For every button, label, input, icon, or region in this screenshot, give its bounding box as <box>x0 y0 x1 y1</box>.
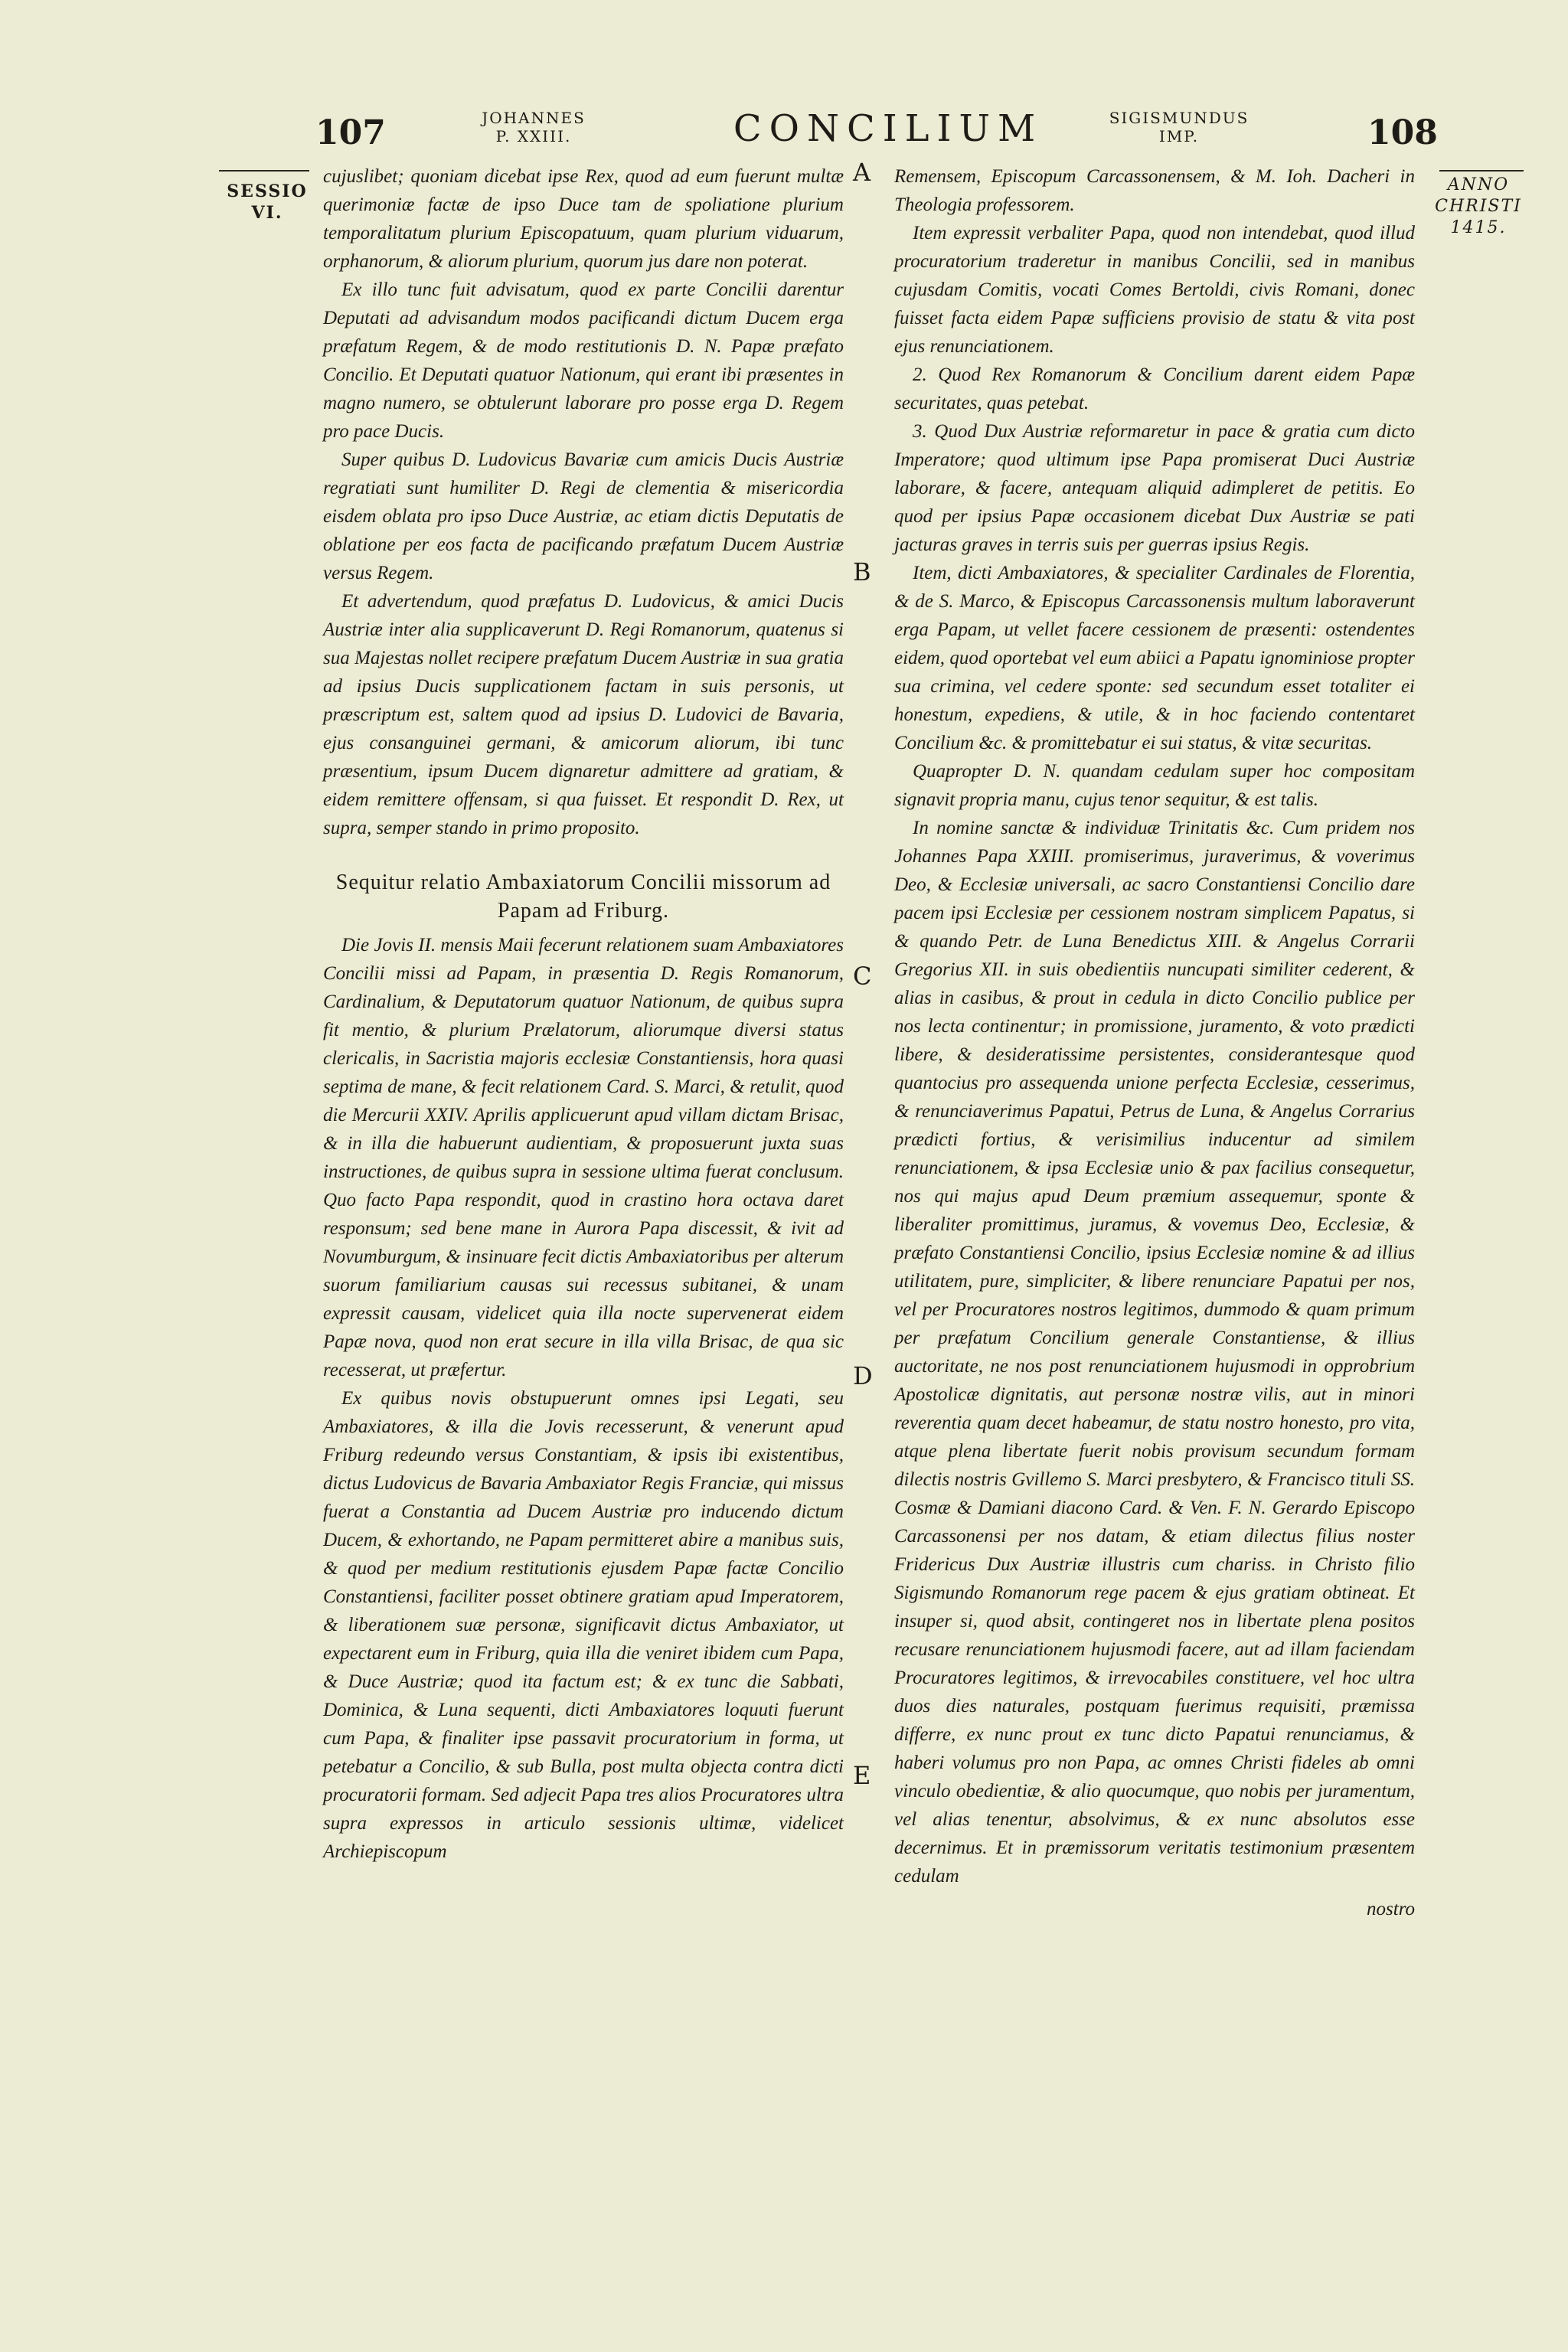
header-title: CONCILIUM <box>733 107 1044 150</box>
header-emperor <box>1102 109 1256 145</box>
margin-rule-left <box>219 170 309 172</box>
paragraph: Item expressit verbaliter Papa, quod non intendebat, quod illud procuratorium traderetur in manibus Concilii, sed in manibus cujusdam Comitis, vocati Comes Bertoldi, civis Romani, donec fuisset facta eidem Papæ sufficiens provisio de statu & vita post ejus renunciationem. <box>894 223 1415 357</box>
paragraph: Die Jovis II. mensis Maii fecerunt relationem suam Ambaxiatores Concilii missi ad Papam, in præsentia D. Regis Romanorum, Cardinalium, & Deputatorum quatuor Nationum, de quibus supra fit mentio, & plurium Prælatorum, aliorumque diversi status clericalis, in Sacristia majoris ecclesiæ Constantiensis, hora quasi septima de mane, & fecit relationem Card. S. Marci, & retulit, quod die Mercurii XXIV. Aprilis applicuerunt apud villam dictam Brisac, & in illa die habuerunt audientiam, & proposuerunt juxta suas instructiones, de quibus supra in sessione ultima fuerat conclusum. Quo facto Papa respondit, quod in crastino hora octava daret responsum; sed bene mane in Aurora Papa discessit, & ivit ad Novumburgum, & insinuare fecit dictis Ambaxiatoribus per alterum suorum familiarium causas sui recessus subitanei, & unam expressit causam, videlicet quia illa nocte supervenerat eidem Papæ nova, quod non erat secure in illa villa Brisac, de qua sic recesserat, ut præfertur. <box>323 935 844 1380</box>
paragraph: Ex illo tunc fuit advisatum, quod ex parte Concilii darentur Deputati ad advisandum modos pacificandi dictum Ducem erga præfatum Regem, & de modo restitutionis D. N. Papæ præfato Concilio. Et Deputati quatuor Nationum, qui erant ibi præsentes in magno numero, se obtulerunt laborare pro posse erga D. Regem pro pace Ducis. <box>323 279 844 442</box>
section-letter-a: A <box>853 158 871 187</box>
margin-anno: ANNO <box>1447 175 1510 194</box>
paragraph: Remensem, Episcopum Carcassonensem, & M. Ioh. Dacheri in Theologia professorem. <box>894 166 1415 215</box>
header-emperor-name: SIGISMUNDUS <box>1109 109 1250 127</box>
header-pope <box>469 109 599 145</box>
section-letter-d: D <box>853 1361 873 1390</box>
page-number-right: 108 <box>1367 113 1438 152</box>
margin-session-label: SESSIO <box>227 181 308 201</box>
paragraph: Super quibus D. Ludovicus Bavariæ cum amicis Ducis Austriæ regratiati sunt humiliter D. Regi de clementia & misericordia eisdem oblata pro ipso Duce Austriæ, ac etiam dictis Deputatis de oblatione per eos facta de pacificando præfatum Ducem Austriæ versus Regem. <box>323 449 844 583</box>
section-letter-c: C <box>853 962 872 991</box>
margin-year <box>1430 175 1527 239</box>
section-letter-e: E <box>853 1761 871 1790</box>
page-number-left: 107 <box>315 113 386 152</box>
margin-rule-right <box>1439 170 1524 172</box>
header-pope-title: P. XXIII. <box>495 127 572 145</box>
margin-christi: CHRISTI <box>1435 197 1522 216</box>
section-heading: Sequitur relatio Ambaxiatorum Concilii missorum ad Papam ad Friburg. <box>335 871 831 923</box>
margin-session <box>217 181 317 224</box>
left-column <box>323 162 844 1866</box>
catchword: nostro <box>1367 1899 1415 1919</box>
section-letter-b: B <box>853 557 871 586</box>
header-emperor-title: IMP. <box>1158 127 1200 145</box>
paragraph: 2. Quod Rex Romanorum & Concilium darent eidem Papæ securitates, quas petebat. <box>894 364 1415 413</box>
paragraph: cujuslibet; quoniam dicebat ipse Rex, quod ad eum fuerunt multæ querimoniæ factæ de ipso Duce tam de spoliatione plurium temporalitatum plurium Episcopatuum, quam plurium viduarum, orphanorum, & aliorum plurium, quorum jus dare non poterat. <box>323 166 844 272</box>
paragraph: Item, dicti Ambaxiatores, & specialiter Cardinales de Florentia, & de S. Marco, & Episcopus Carcassonensis multum laboraverunt erga Papam, ut vellet facere cessionem de præsenti: ostendentes eidem, quod oportebat vel eum abiici a Papatu ignominiose propter sua crimina, vel cedere sponte: sed secundum esset totaliter ei honestum, expediens, & utile, & in hoc faciendo contentaret Concilium &c. & promittebatur ei sui status, & vitæ securitas. <box>894 563 1415 753</box>
paragraph: Quapropter D. N. quandam cedulam super hoc compositam signavit propria manu, cujus tenor sequitur, & est talis. <box>894 761 1415 810</box>
header-pope-name: JOHANNES <box>482 109 586 127</box>
margin-year-number: 1415. <box>1450 218 1507 237</box>
paragraph: In nomine sanctæ & individuæ Trinitatis &c. Cum pridem nos Johannes Papa XXIII. promiserimus, juraverimus, & voverimus Deo, & Ecclesiæ universali, ac sacro Constantiensi Concilio dare pacem ipsi Ecclesiæ per cessionem nostram simplicem Papatus, si & quando Petr. de Luna Benedictus XIII. & Angelus Corrarii Gregorius XII. in suis obedientiis nuncupati similiter cederent, & alias in casibus, & prout in cedula in dicto Concilio publice per nos lecta continentur; in promissione, juramento, & voto prædicti libere, & desideratissime persistentes, considerantesque quod quantocius pro assequenda unione perfecta Ecclesiæ, cesserimus, & renunciaverimus Papatui, Petrus de Luna, & Angelus Corrarius prædicti fortius, & verisimilius inducentur ad similem renunciationem, & ipsa Ecclesiæ unio & pax facilius consequetur, nos qui majus apud Deum præmium assequemur, sponte & liberaliter promittimus, juramus, & vovemus Deo, Ecclesiæ, & præfato Constantiensi Concilio, ipsius Ecclesiæ nomine & ad illius utilitatem, pure, simpliciter, & libere renunciare Papatui per nos, vel per Procuratores nostros legitimos, dummodo & quam primum per præfatum Concilium generale Constantiense, & illius auctoritate, ne nos post renunciationem hujusmodi in opprobrium Apostolicæ dignitatis, aut personæ nostræ vilis, aut in minori reverentia quam decet habeamur, de statu nostro honesto, pro vita, atque plena libertate fuerit nobis provisum secundum formam dilectis nostris Gvillemo S. Marci presbytero, & Francisco tituli SS. Cosmæ & Damiani diacono Card. & Ven. F. N. Gerardo Episcopo Carcassonensi per nos datam, & etiam dilectus filius noster Fridericus Dux Austriæ illustris cum chariss. in Christo filio Sigismundo Romanorum rege pacem & ejus gratiam obtineat. Et insuper si, quod absit, contingeret nos in libertate plena positos recusare renunciationem hujusmodi facere, aut ad illam faciendam Procuratores legitimos, & irrevocabiles constituere, vel hoc ultra duos dies naturales, postquam fuerimus requisiti, præmissa differre, ex nunc prout ex tunc dicto Papatui renunciamus, & haberi volumus pro non Papa, ac omnes Christi fideles ab omni vinculo obedientiæ, & alio quocumque, quo nobis per juramentum, vel alias tenentur, absolvimus, & ex nunc absolutos esse decernimus. Et in præmissorum veritatis testimonium præsentem cedulam <box>894 818 1415 1886</box>
paragraph: Et advertendum, quod præfatus D. Ludovicus, & amici Ducis Austriæ inter alia supplicaverunt D. Regi Romanorum, quatenus si sua Majestas nollet recipere præfatum Ducem Austriæ in sua gratia ad ipsius Ducis supplicationem factam in suis personis, ut præscriptum est, saltem quod ad ipsius D. Ludovici de Bavaria, ejus consanguinei germani, & amicorum aliorum, ibi tunc præsentium, ipsum Ducem dignaretur admittere ad gratiam, & eidem remittere offensam, si qua fuisset. Et respondit D. Rex, ut supra, semper stando in primo proposito. <box>323 591 844 838</box>
margin-session-number: VI. <box>251 203 283 223</box>
paragraph: Ex quibus novis obstupuerunt omnes ipsi Legati, seu Ambaxiatores, & illa die Jovis recesserunt, & venerunt apud Friburg redeundo versus Constantiam, & ipsis ibi existentibus, dictus Ludovicus de Bavaria Ambaxiator Regis Franciæ, qui missus fuerat a Constantia ad Ducem Austriæ pro inducendo dictum Ducem, & exhortando, ne Papam permitteret abire a manibus suis, & quod per medium restitutionis ejusdem Papæ factæ Concilio Constantiensi, faciliter posset obtinere gratiam apud Imperatorem, & liberationem suæ personæ, significavit dictus Ambaxiator, ut expectarent eum in Friburg, quia illa die veniret ibidem cum Papa, & Duce Austriæ; quod ita factum est; & ex tunc die Sabbati, Dominica, & Luna sequenti, dicti Ambaxiatores loquuti fuerunt cum Papa, & finaliter ipse passavit procuratorium in forma, ut petebatur a Concilio, & sub Bulla, post multa objecta contra dicti procuratorii formam. Sed adjecit Papa tres alios Procuratores ultra supra expressos in articulo sessionis ultimæ, videlicet Archiepiscopum <box>323 1388 844 1862</box>
paragraph: 3. Quod Dux Austriæ reformaretur in pace & gratia cum dicto Imperatore; quod ultimum ipse Papa promiserat Duci Austriæ laborare, & facere, antequam aliquid adimpleret de petitis. Eo quod per ipsius Papæ occasionem dicebat Dux Austriæ se pati jacturas graves in terris suis per guerras ipsius Regis. <box>894 421 1415 555</box>
right-column <box>894 162 1415 1923</box>
